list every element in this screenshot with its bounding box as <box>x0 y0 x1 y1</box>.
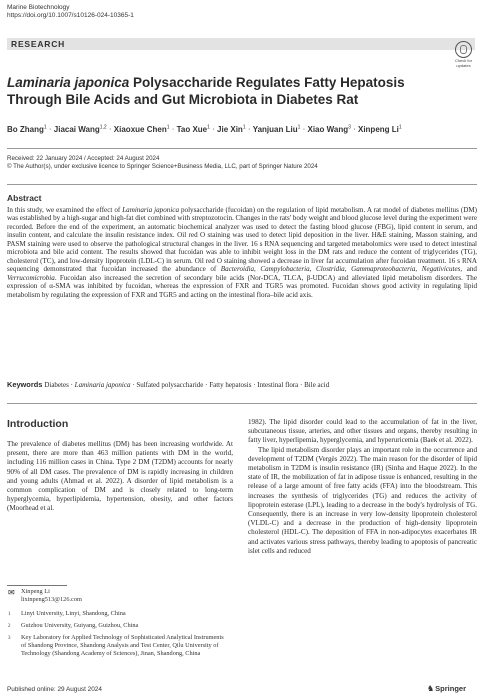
journal-header <box>7 4 134 20</box>
keyword: Laminaria japonica <box>74 381 131 389</box>
author-affiliation-mark: 3 <box>348 124 351 130</box>
journal-name: Marine Biotechnology <box>7 4 70 11</box>
check-for-updates-badge[interactable] <box>451 41 476 68</box>
author-name[interactable]: Jie Xin$^1$ <box>217 124 246 134</box>
author-name[interactable]: Xinpeng Li$^1$ <box>357 124 402 134</box>
corresponding-author <box>21 588 82 604</box>
published-online: Published online: 29 August 2024 <box>7 686 102 693</box>
badge-line-2: updates <box>456 62 471 68</box>
divider <box>7 184 477 185</box>
check-for-updates-icon <box>455 41 472 58</box>
copyright-line: © The Author(s), under exclusive licence to Springer Science+Business Media, LLC, part of Springer Nature 2024 <box>7 163 318 170</box>
introduction-left-column: The prevalence of diabetes mellitus (DM) has been increasing worldwide. At present, there are more than 463 million patients with DM in the world, including 116 million cases in China. Type 2 DM (T2DM) accounts for nearly 90% of all DM cases. The prevalence of DM is rapidly increasing in children and young adults (Ahmad et al. 2022). A disorder of lipid metabolism is a common complication of DM and is closely related to long-term hyperglycemia, hyperlipidemia, hypertension, obesity, and other factors (Moorhead et al. <box>7 440 233 513</box>
author-separator: · <box>350 124 358 134</box>
abstract-italic: Laminaria japonica <box>122 206 179 214</box>
title-species: Laminaria japonica <box>7 75 130 90</box>
divider <box>7 403 477 404</box>
abstract-heading: Abstract <box>7 193 42 203</box>
keyword: Sulfated polysaccharide <box>136 381 204 389</box>
keyword: Diabetes <box>44 381 69 389</box>
author-name[interactable]: Tao Xue$^1$ <box>176 124 210 134</box>
keyword-list <box>44 381 329 389</box>
author-separator: · <box>245 124 253 134</box>
author-separator: · <box>300 124 308 134</box>
keywords-label: Keywords <box>7 380 43 389</box>
author-name[interactable]: Xiao Wang$^3$ <box>307 124 351 134</box>
publisher-name: Springer <box>435 684 467 693</box>
author-affiliation-mark: 1 <box>43 124 47 130</box>
keyword-separator: · <box>298 381 305 389</box>
keyword: Bile acid <box>304 381 330 389</box>
abstract-italic: Verrucomicrobia <box>7 273 55 282</box>
author-affiliation-mark: 1,2 <box>99 124 107 130</box>
author-name[interactable]: Yanjuan Liu$^1$ <box>252 124 301 134</box>
badge-line-1: Check for <box>454 58 473 63</box>
abstract-text: . Fucoidan also increased the secretion of secondary bile acids (Nor-DCA, TLCA, β-UDCA) and alleviated lipid metabolism disorders. The expression of α-SMA was inhibited by fucoidan, whereas the expression of FXR and TGR5 was promoted. Fucoidan shows good activity in regulating lipid metabolism by regulating the expression of FXR and TGR5 and acting on the intestinal flora–bile acid axis. <box>7 273 477 299</box>
badge-text <box>451 59 476 68</box>
author-affiliation-mark: 1 <box>398 124 402 130</box>
section-label: RESEARCH <box>11 39 66 49</box>
publisher-logo <box>427 684 466 693</box>
affiliation-text: Guizhou University, Guiyang, Guizhou, China <box>21 622 139 629</box>
author-separator: · <box>106 124 114 134</box>
article-title <box>7 74 447 108</box>
author-separator: · <box>46 124 54 134</box>
contact-name: Xinpeng Li <box>21 588 50 595</box>
section-bar <box>7 38 475 50</box>
envelope-icon: ✉ <box>8 588 15 597</box>
affiliation-text: Key Laboratory for Applied Technology of Sophisticated Analytical Instruments of Shandong Province, Shandong Analysis and Test Center, Qilu University of Technology (Shandong Academy of Sciences), Jinan, Shandong, China <box>21 634 224 657</box>
article-dates <box>7 155 318 171</box>
abstract-text: In this study, we examined the effect of <box>7 206 123 214</box>
footnote-divider <box>7 585 67 586</box>
keyword-separator: · <box>130 381 137 389</box>
keyword-separator: · <box>203 381 210 389</box>
abstract-italic: Bacteroidia, Campylobacteria, Clostridia, Gammaproteobacteria, Negativicutes, <box>220 265 463 274</box>
author-separator: · <box>209 124 218 134</box>
keyword: Intestinal flora <box>257 381 299 389</box>
affiliation-number: 1 <box>8 612 11 617</box>
introduction-heading: Introduction <box>7 418 69 430</box>
affiliation-number: 2 <box>8 624 11 629</box>
keyword-separator: · <box>68 381 75 389</box>
keyword: Fatty hepatosis <box>209 381 252 389</box>
keyword-separator: · <box>251 381 258 389</box>
author-affiliation-mark: 1 <box>242 124 246 130</box>
title-rest: Polysaccharide Regulates Fatty Hepatosis Through Bile Acids and Gut Microbiota in Diabetes Rat <box>7 75 405 107</box>
author-affiliation-mark: 1 <box>166 124 170 130</box>
paragraph: The lipid metabolism disorder plays an important role in the occurrence and development of T2DM (Vergès 2022). The main reason for the disorder of lipid metabolism in T2DM is insulin resistance (IR) (Sinha and Haque 2022). In the state of IR, the mobilization of fat in adipose tissue is enhanced, resulting in the release of a large amount of free fatty acids (FFA) into the bloodstream. This increases the synthesis of triglycerides (TG) and reduces the activity of lipoprotein esterase (LPL), leading to a decrease in the body's hydrolysis of TG. Consequently, there is an increase in very low-density lipoprotein cholesterol (VLDL-C) and a decrease in the production of high-density lipoprotein cholesterol (HDL-C). The deposition of FFA in non-adipocytes exacerbates IR and activates various stress pathways, thereby leading to apoptosis of pancreatic islet cells and reduced <box>248 445 477 555</box>
author-affiliation-mark: 1 <box>297 124 301 130</box>
doi-link[interactable]: https://doi.org/10.1007/s10126-024-10365-1 <box>7 12 134 19</box>
author-name[interactable]: Xiaoxue Chen$^1$ <box>113 124 170 134</box>
contact-email[interactable]: lixinpeng513@126.com <box>21 595 82 603</box>
author-name[interactable]: Bo Zhang$^1$ <box>7 124 47 134</box>
abstract-body <box>7 206 477 299</box>
author-separator: · <box>169 124 177 134</box>
author-list <box>7 124 477 134</box>
abstract-text: and <box>462 265 477 274</box>
divider <box>7 148 477 149</box>
springer-horse-icon: ♞ <box>427 684 435 693</box>
affiliation-text: Linyi University, Linyi, Shandong, China <box>21 610 126 617</box>
keywords <box>7 380 477 389</box>
affiliation-number: 3 <box>8 636 11 641</box>
author-name[interactable]: Jiacai Wang$^{1,2}$ <box>53 124 107 134</box>
author-affiliation-mark: 1 <box>207 124 210 130</box>
abstract-text: polysaccharide (fucoidan) on the regulation of lipid metabolism. A rat model of diabetes mellitus (DM) was established by a high-sugar and high-fat diet combined with streptozotocin. Changes in the rats' body weight and blood glucose level during the experiment were recorded. Before the end of the experiment, an automatic biochemical analyzer was used to detect the fasting blood glucose (FBG), lipid content in serum, and insulin content, and calculate the insulin resistance index. Oil red O staining was used to detect lipid deposition in the liver. H&E staining, Masson staining, and PASM staining were used to observe the pathological structural changes in the liver. 16 s RNA sequencing and targeted metabolomics were used to detect intestinal microbiota and bile acid content. The results showed that fucoidan was able to inhibit weight loss in the DM rats and reduce the content of triglycerides (TG), cholesterol (TC), and low-density lipoprotein (LDL-C) in serum. Oil red O staining showed a decrease in liver fat accumulation after fucoidan treatment. 16 s RNA sequencing demonstrated that fucoidan increased the abundance of <box>7 206 477 274</box>
received-accepted: Received: 22 January 2024 / Accepted: 24 August 2024 <box>7 155 160 162</box>
paragraph: 1982). The lipid disorder could lead to the accumulation of fat in the liver, subcutaneous tissue, arteries, and other tissues and organs, thereby resulting in fatty liver, hyperlipemia, hyperglycemia, and hyperuricemia (Baek et al. 2022). <box>248 418 477 445</box>
introduction-right-column <box>248 418 477 556</box>
